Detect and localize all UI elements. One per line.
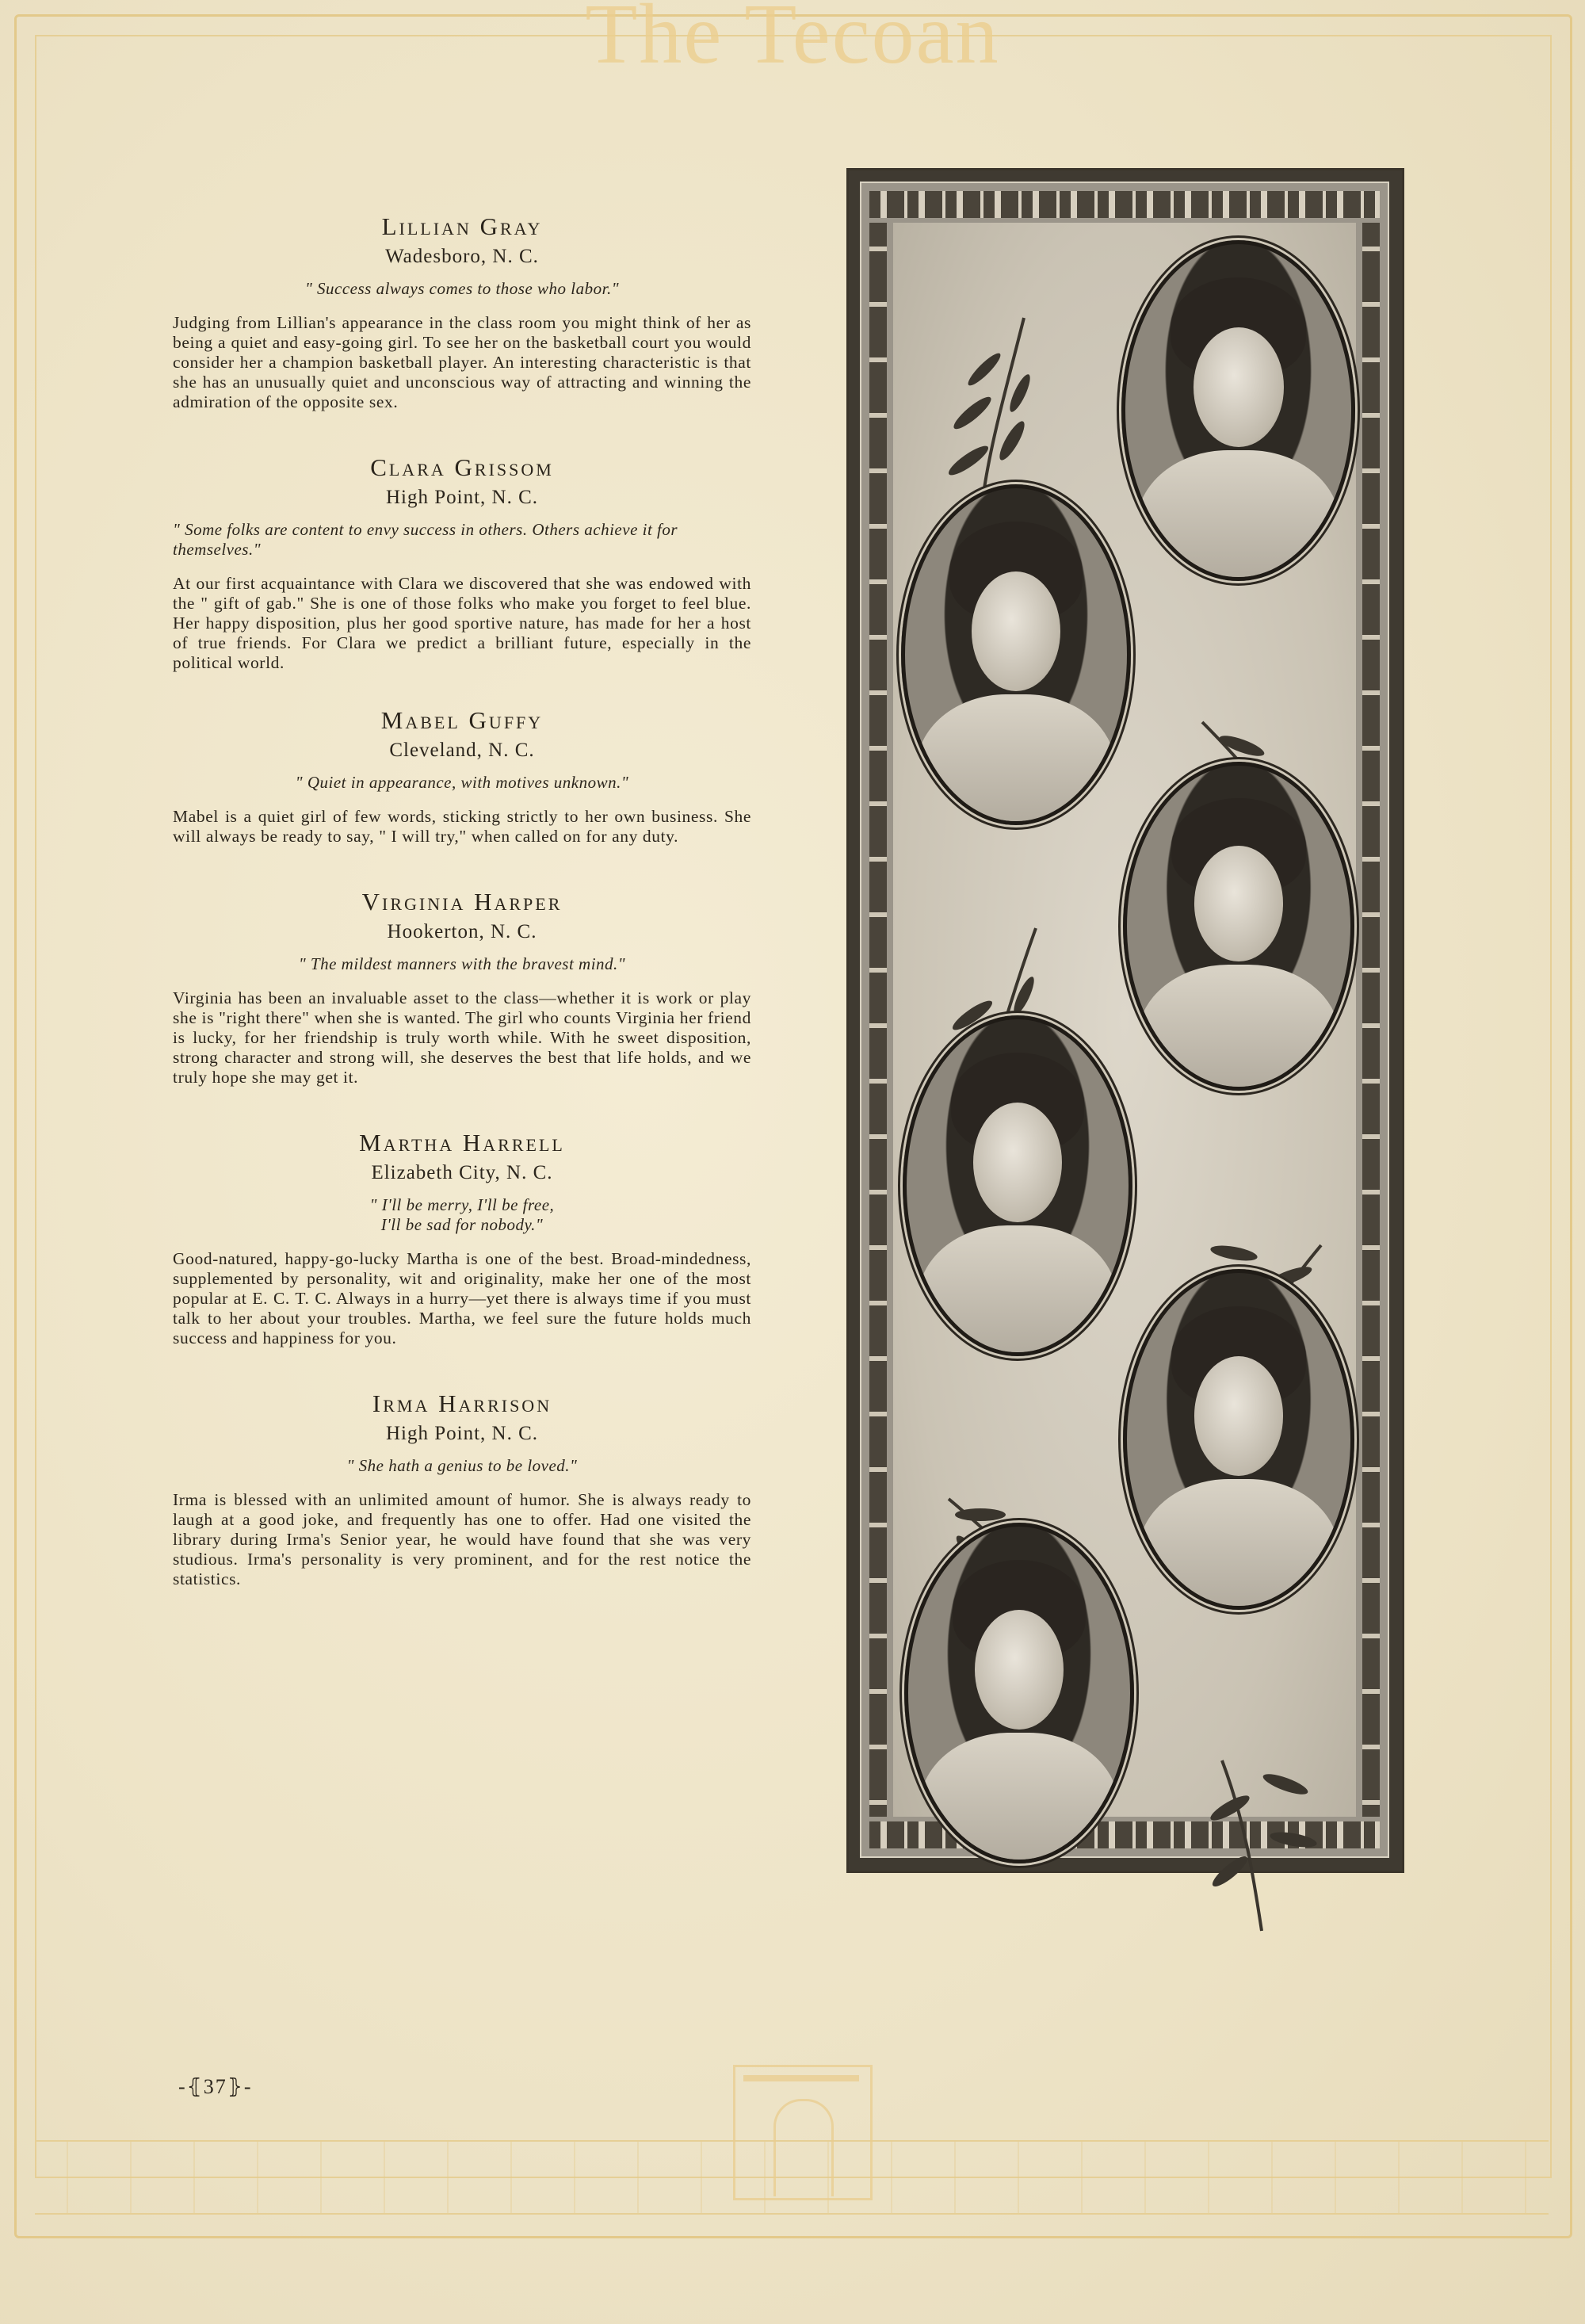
student-motto: " I'll be merry, I'll be free, I'll be sad for nobody." [369, 1195, 555, 1234]
entry-clara-grissom [173, 453, 751, 673]
entry-mabel-guffy [173, 706, 751, 847]
student-name: Clara Grissom [370, 453, 554, 481]
portrait-photo [1123, 762, 1354, 1091]
ornament-side-right [1362, 223, 1380, 1817]
student-bio: Mabel is a quiet girl of few words, sticking strictly to her own business. She will always be ready to say, " I will try," when called on for any duty. [173, 807, 751, 846]
student-motto: " The mildest manners with the bravest mind." [298, 954, 626, 973]
student-motto: " She hath a genius to be loved." [346, 1456, 578, 1475]
page-number: -⦃37⦄- [178, 2075, 253, 2098]
portrait-photo [1121, 240, 1355, 581]
photo-panel-background [893, 223, 1356, 1817]
student-hometown: Elizabeth City, N. C. [371, 1162, 553, 1183]
photo-panel [846, 168, 1404, 1873]
student-hometown: Cleveland, N. C. [389, 740, 535, 761]
portrait-photo [901, 484, 1131, 825]
student-motto: " Some folks are content to envy success in others. Others achieve it for themselves." [173, 520, 678, 559]
student-motto: " Quiet in appearance, with motives unknown." [295, 773, 629, 792]
student-bio: Judging from Lillian's appearance in the class room you might think of her as being a quiet and easy-going girl. To see her on the basketball court you would consider her a champion basketball player. An interesting characteristic is that she has an unusually quiet and unconscious way of attracting and winning the admiration of the opposite sex. [173, 313, 751, 411]
student-hometown: High Point, N. C. [385, 487, 539, 508]
entry-lillian-gray [173, 212, 751, 412]
page-header-title: The Tecoan [585, 0, 1000, 82]
student-name: Lillian Gray [381, 212, 543, 240]
entry-irma-harrison [173, 1389, 751, 1589]
student-name: Irma Harrison [372, 1389, 552, 1417]
student-hometown: High Point, N. C. [385, 1423, 539, 1444]
doorway-emblem-icon [733, 2065, 873, 2200]
photo-panel-inner [860, 182, 1389, 1858]
biography-column [173, 212, 751, 1589]
student-name: Virginia Harper [361, 888, 563, 915]
entry-virginia-harper [173, 888, 751, 1087]
portrait-photo [904, 1523, 1134, 1863]
portrait-photo [903, 1015, 1132, 1356]
student-bio: Good-natured, happy-go-lucky Martha is one of the best. Broad-mindedness, supplemented by personality, wit and originality, make her one of the most popular at E. C. T. C. Always in a hurry—yet there is always time if you must talk to her about your troubles. Martha, we feel sure the future holds much success and happiness for you. [173, 1249, 751, 1347]
student-name: Mabel Guffy [380, 706, 544, 734]
entry-martha-harrell [173, 1129, 751, 1348]
leaf-sprig-icon [1190, 1753, 1325, 1935]
student-bio: Virginia has been an invaluable asset to the class—whether it is work or play she is "right there" when she is wanted. The girl who counts Virginia her friend is lucky, for her friendship is truly worth while. With he sweet disposition, strong character and strong will, she deserves the best that life holds, and we truly hope she may get it. [173, 988, 751, 1087]
ornament-band-top [869, 191, 1380, 218]
student-motto: " Success always comes to those who labor." [304, 279, 620, 298]
student-bio: Irma is blessed with an unlimited amount of humor. She is always ready to laugh at a good joke, and frequently has one to offer. Had one visited the library during Irma's Senior year, he would have found that she was very studious. Irma's personality is very prominent, and for the rest notice the statistics. [173, 1490, 751, 1588]
student-hometown: Wadesboro, N. C. [385, 246, 539, 267]
leaf-sprig-icon [937, 310, 1040, 492]
student-name: Martha Harrell [359, 1129, 565, 1156]
student-hometown: Hookerton, N. C. [387, 921, 537, 942]
student-bio: At our first acquaintance with Clara we discovered that she was endowed with the " gift of gab." She is one of those folks who make you forget to feel blue. Her happy disposition, plus her good sportive nature, has made for her a host of true friends. For Clara we predict a brilliant future, especially in the political world. [173, 574, 751, 672]
portrait-photo [1123, 1269, 1354, 1610]
ornament-side-left [869, 223, 887, 1817]
